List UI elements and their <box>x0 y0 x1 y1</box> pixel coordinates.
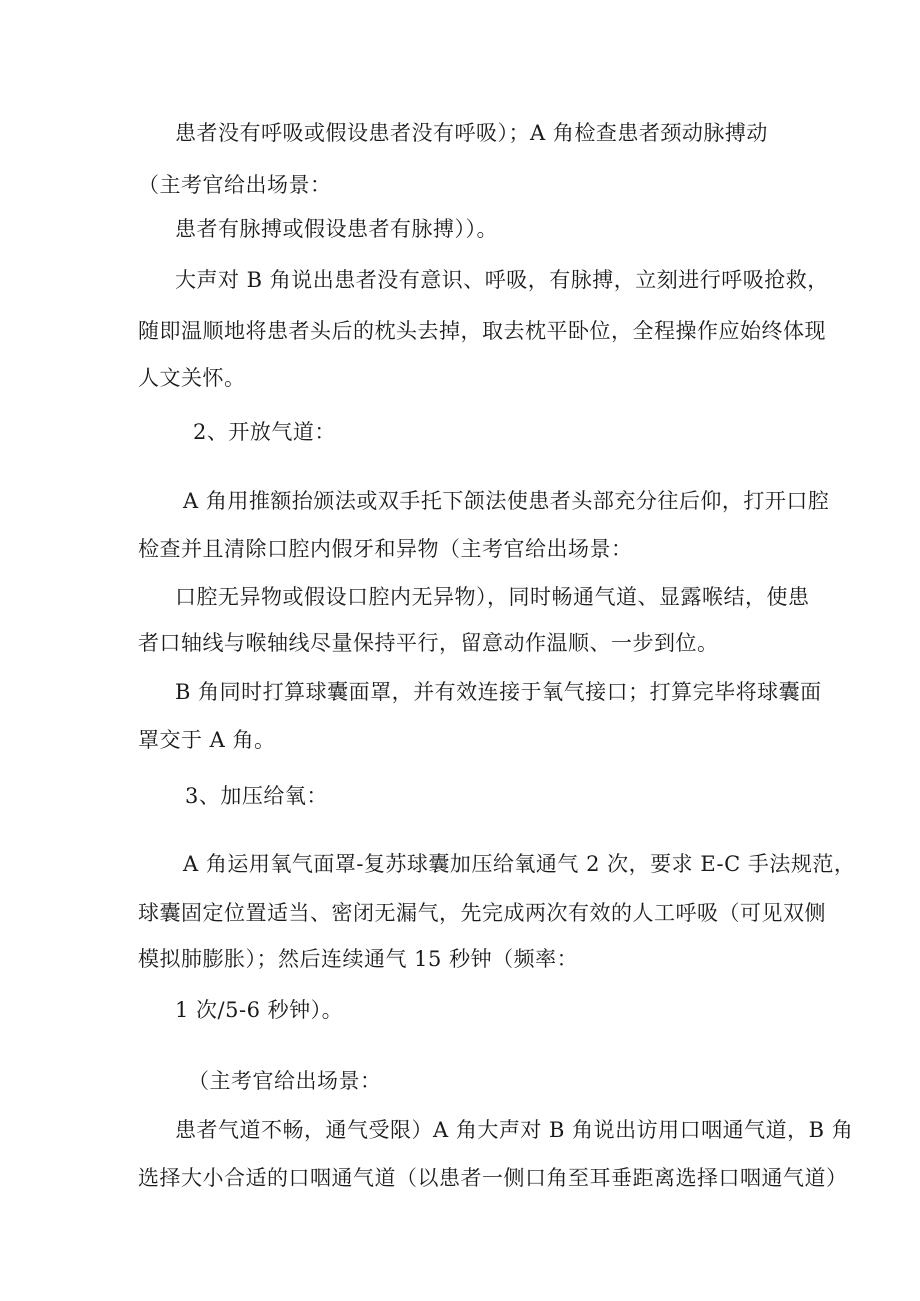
text-line: 罩交于 A 角。 <box>138 728 276 752</box>
text-line: 患者有脉搏或假设患者有脉搏））。 <box>175 217 498 241</box>
text-line: 大声对 B 角说出患者没有意识、呼吸，有脉搏，立刻进行呼吸抢救， <box>175 268 829 292</box>
text-line: 患者没有呼吸或假设患者没有呼吸）；A 角检查患者颈动脉搏动 <box>175 121 768 145</box>
text-line: 人文关怀。 <box>138 366 246 390</box>
text-line: （主考官给出场景： <box>188 1069 382 1093</box>
text-line: A 角运用氧气面罩-复苏球囊加压给氧通气 2 次，要求 E-C 手法规范， <box>183 852 856 876</box>
text-line: A 角用推额抬颁法或双手托下颌法使患者头部充分往后仰，打开口腔 <box>183 489 830 513</box>
text-line: 模拟肺膨胀）；然后连续通气 15 秒钟（频率： <box>138 947 579 971</box>
text-line: 1 次/5-6 秒钟）。 <box>175 998 344 1022</box>
text-line: 随即温顺地将患者头后的枕头去掉，取去枕平卧位，全程操作应始终体现 <box>138 319 826 343</box>
section-heading: 2、开放气道： <box>193 420 336 444</box>
text-line: B 角同时打算球囊面罩，并有效连接于氧气接口；打算完毕将球囊面 <box>175 680 822 704</box>
text-line: 患者气道不畅，通气受限）A 角大声对 B 角说出访用口咽通气道，B 角 <box>175 1118 854 1142</box>
text-line: 球囊固定位置适当、密闭无漏气，先完成两次有效的人工呼吸（可见双侧 <box>138 901 826 925</box>
section-heading: 3、加压给氧： <box>185 784 328 808</box>
text-line: 选择大小合适的口咽通气道（以患者一侧口角至耳垂距离选择口咽通气道） <box>138 1166 848 1190</box>
text-line: 口腔无异物或假设口腔内无异物），同时畅通气道、显露喉结，使患 <box>175 585 810 609</box>
text-line: 者口轴线与喉轴线尽量保持平行，留意动作温顺、一步到位。 <box>138 631 719 655</box>
text-line: （主考官给出场景： <box>138 173 332 197</box>
text-line: 检查并且清除口腔内假牙和异物（主考官给出场景： <box>138 537 633 561</box>
